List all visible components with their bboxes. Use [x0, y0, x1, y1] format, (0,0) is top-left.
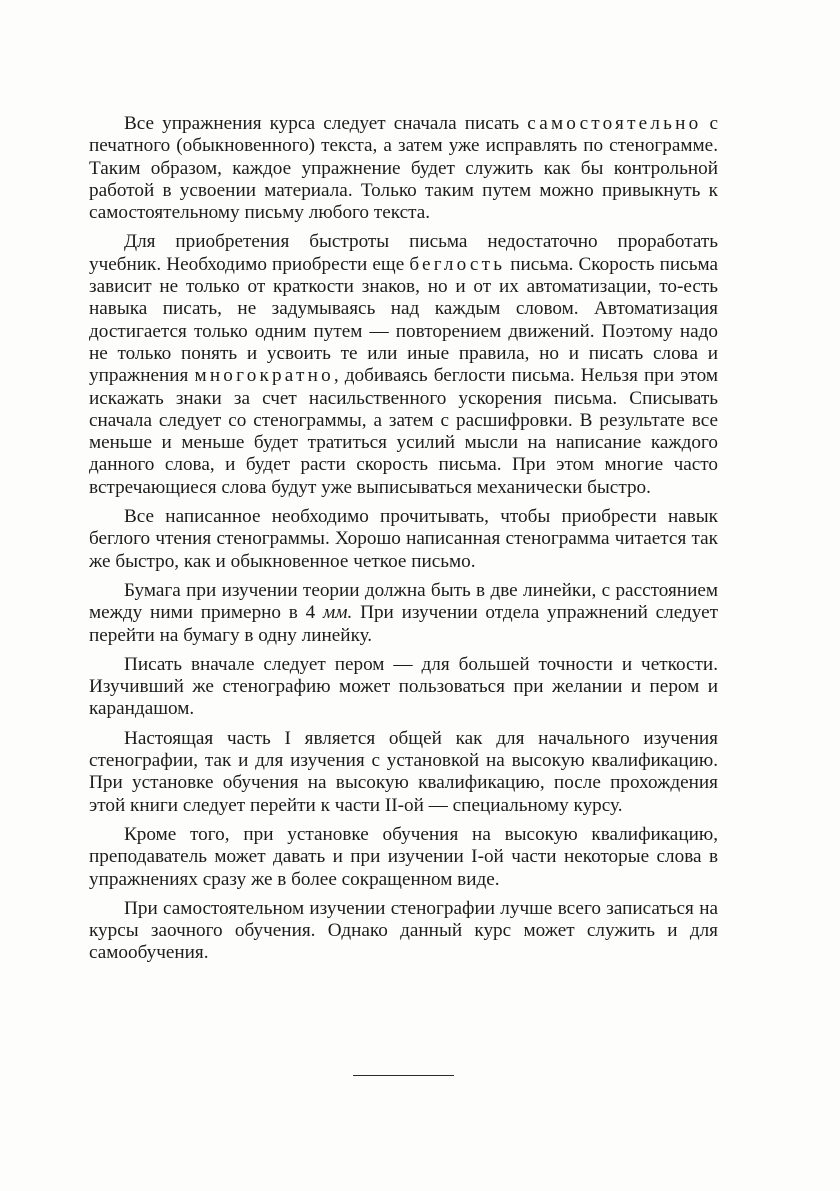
emphasis-samostoyatelno: самостоятельно [527, 113, 702, 134]
paragraph-1: Все упражнения курса следует сначала писать самостоятельно с печатного (обыкновенного) текста, а затем уже исправлять по стенограмме. Таким образом, каждое упражнение будет служить как бы контрольной работой в усвоении материала. Только таким путем можно привыкнуть к самостоятельному письму любого текста. [89, 113, 718, 224]
end-divider [353, 1075, 454, 1076]
paragraph-5: Писать вначале следует пером — для большей точности и четкости. Изучивший же стенографию может пользоваться при желании и пером и карандашом. [89, 653, 718, 720]
paragraph-7: Кроме того, при установке обучения на высокую квалификацию, преподаватель может давать и при изучении I-ой части некоторые слова в упражнениях сразу же в более сокращенном виде. [89, 823, 718, 890]
emphasis-beglost: беглость [409, 253, 506, 275]
paragraph-6: Настоящая часть I является общей как для начального изучения стенографии, так и для изучения с установкой на высокую квалификацию. При установке обучения на высокую квалификацию, после прохождения этой книги следует перейти к части II-ой — специальному курсу. [89, 727, 718, 816]
paragraph-3: Все написанное необходимо прочитывать, чтобы приобрести навык беглого чтения стенограммы. Хорошо написанная стенограмма читается так же быстро, как и обыкновенное четкое письмо. [89, 506, 718, 572]
unit-mm: мм. [323, 602, 353, 624]
paragraph-4: Бумага при изучении теории должна быть в две линейки, с расстоянием между ними примерно в 4 мм. При изучении отдела упражнений следует перейти на бумагу в одну линейку. [89, 579, 718, 646]
emphasis-mnogokratno: многократно [194, 365, 334, 387]
body-text [89, 113, 718, 972]
paragraph-8: При самостоятельном изучении стенографии лучше всего записаться на курсы заочного обучения. Однако данный курс может служить и для самообучения. [89, 897, 718, 964]
paragraph-2: Для приобретения быстроты письма недостаточно проработать учебник. Необходимо приобрести еще беглость письма. Скорость письма зависит не только от краткости знаков, но и от их автоматизации, то-есть навыка писать, не задумываясь над каждым словом. Автоматизация достигается только одним путем — повторением движений. Поэтому надо не только понять и усвоить те или иные правила, но и писать слова и упражнения многократно, добиваясь беглости письма. Нельзя при этом искажать знаки за счет насильственного ускорения письма. Списывать сначала следует со стенограммы, а затем с расшифровки. В результате все меньше и меньше будет тратиться усилий мысли на написание каждого данного слова, и будет расти скорость письма. При этом многие часто встречающиеся слова будут уже выписываться механически быстро. [89, 231, 718, 498]
